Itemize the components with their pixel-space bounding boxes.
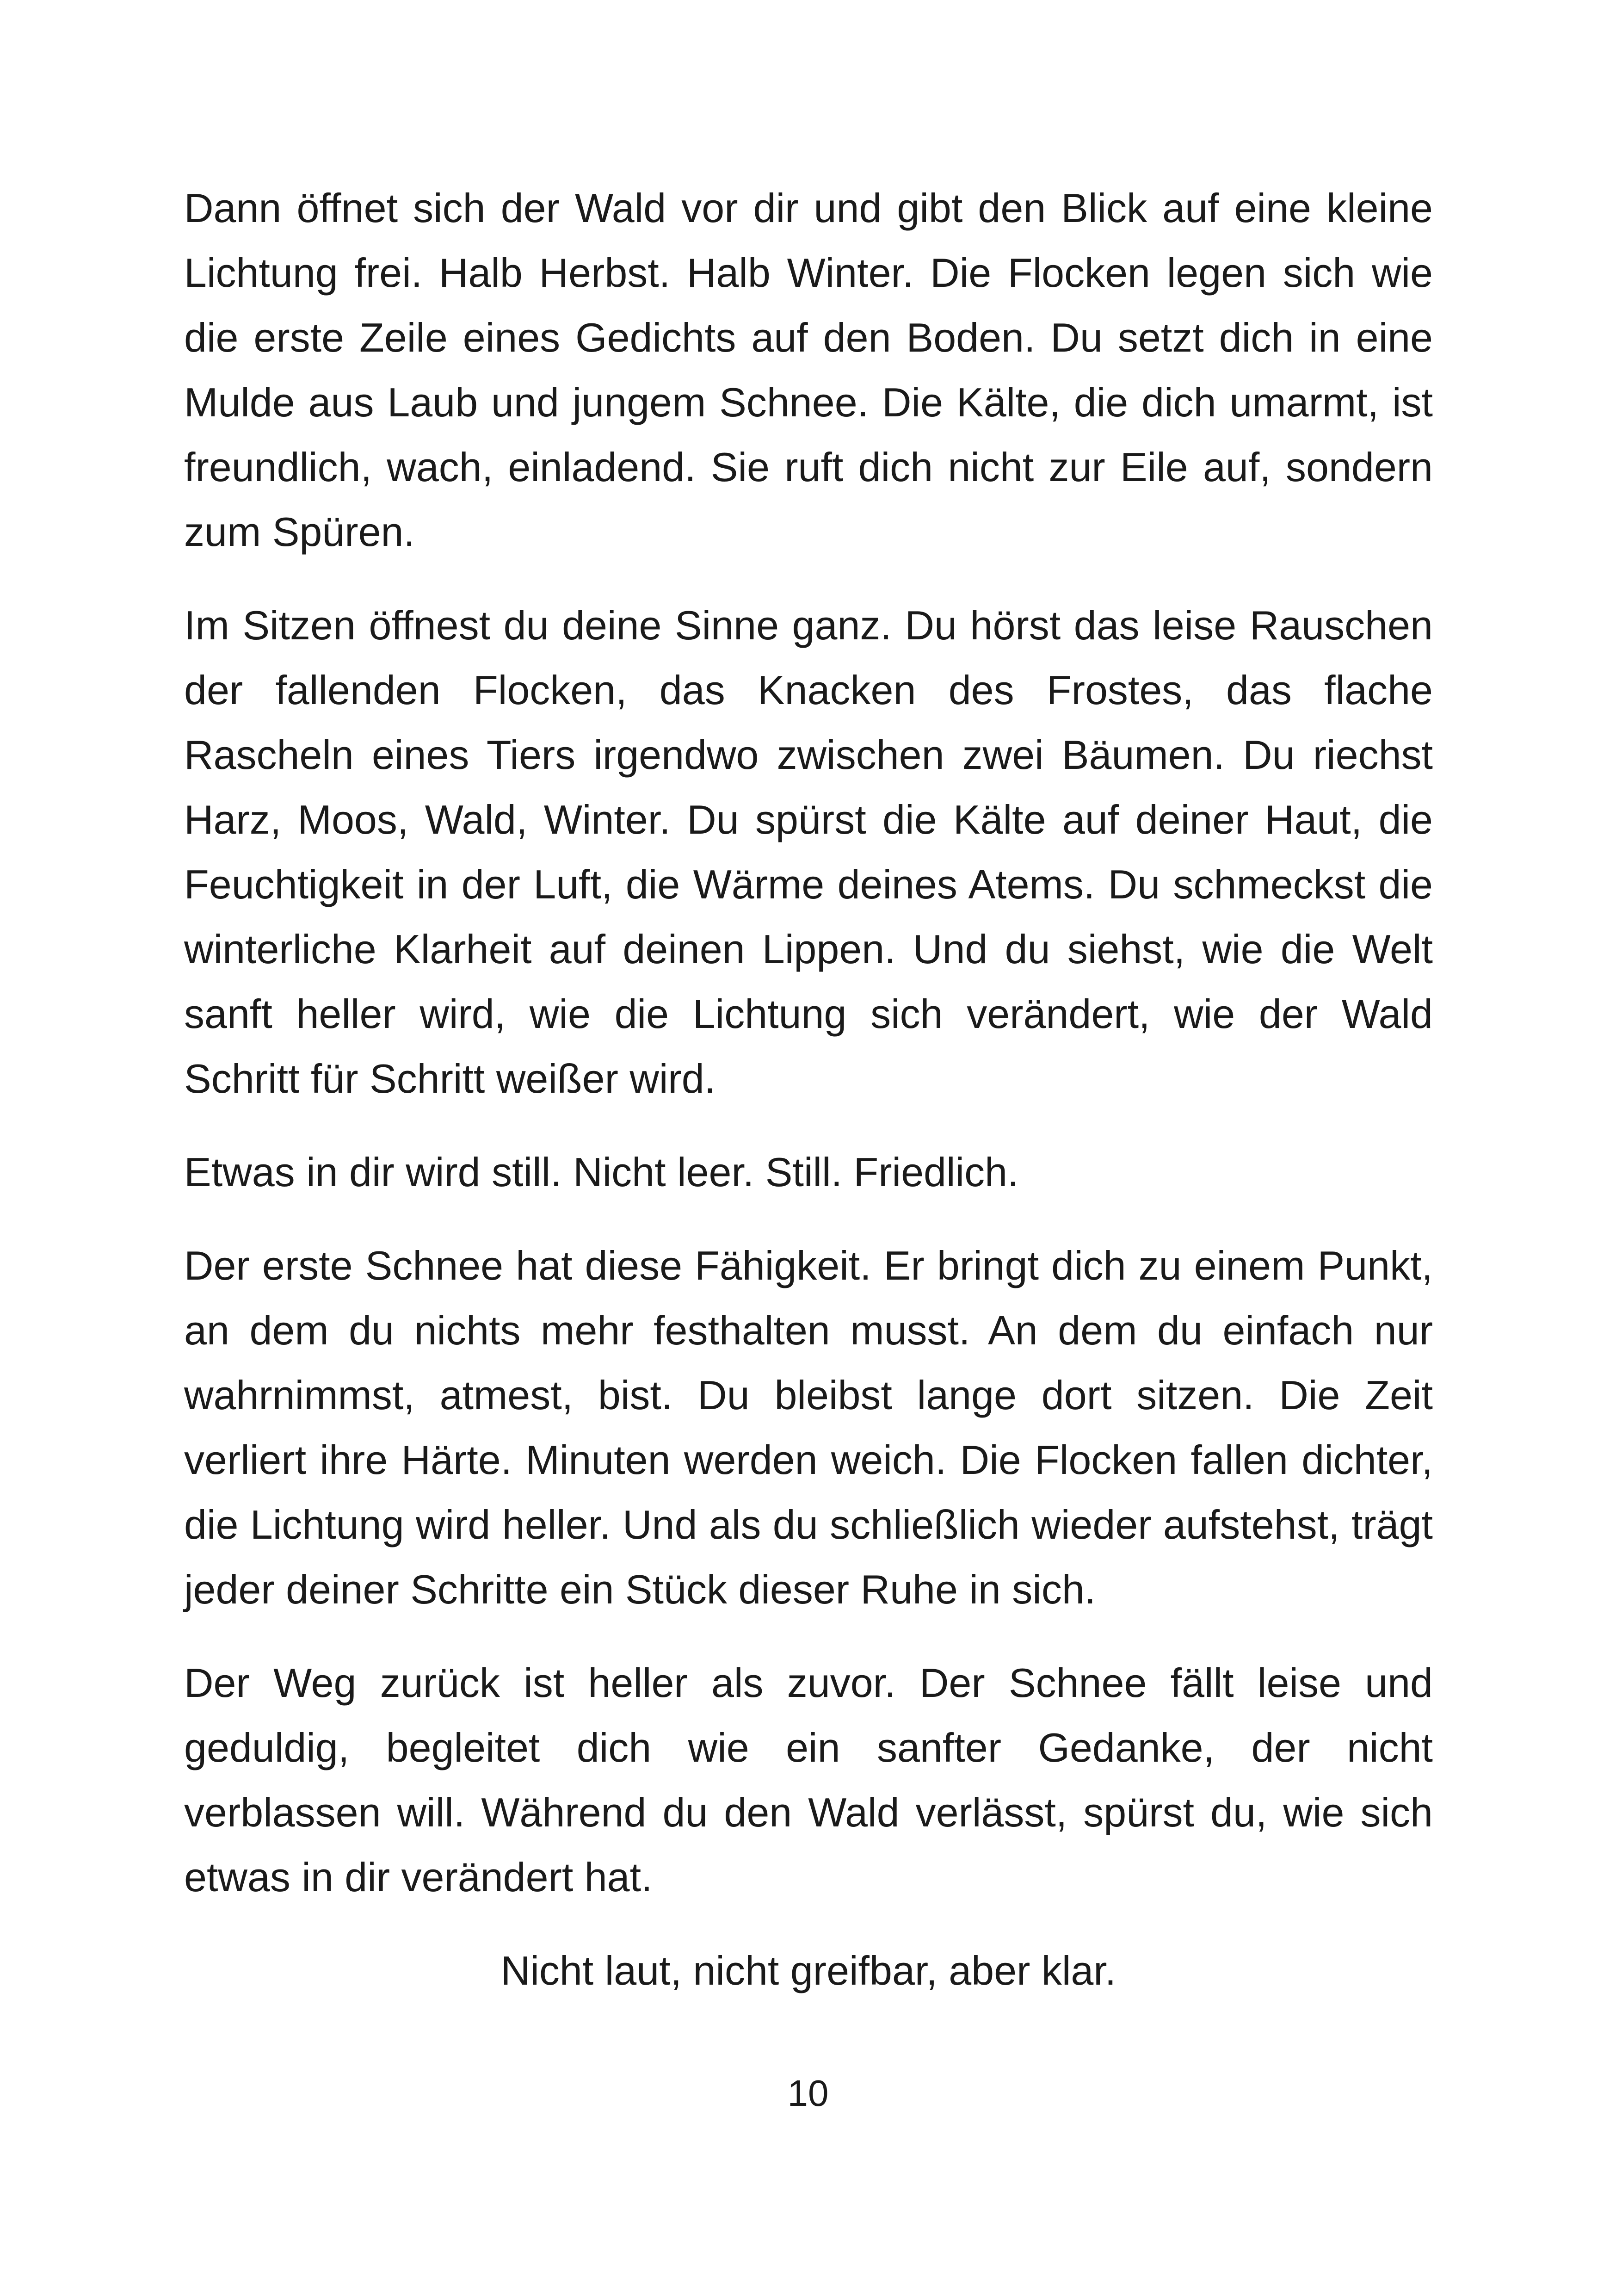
paragraph-3: Etwas in dir wird still. Nicht leer. Still. Friedlich. (184, 1149, 1019, 1195)
page-number: 10 (787, 2073, 829, 2114)
page-body (184, 176, 1433, 2032)
paragraph-4: Der erste Schnee hat diese Fähigkeit. Er bringt dich zu einem Punkt, an dem du nichts mehr festhalten musst. An dem du einfach nur wahrnimmst, atmest, bist. Du bleibst lange dort sitzen. Die Zeit verliert ihre Härte. Minuten werden weich. Die Flocken fallen dichter, die Lichtung wird heller. Und als du schließlich wieder aufstehst, trägt jeder deiner Schritte ein Stück dieser Ruhe in sich. (184, 1243, 1433, 1612)
paragraph-2: Im Sitzen öffnest du deine Sinne ganz. Du hörst das leise Rauschen der fallenden Flocken, das Knacken des Frostes, das flache Rascheln eines Tiers irgendwo zwischen zwei Bäumen. Du riechst Harz, Moos, Wald, Winter. Du spürst die Kälte auf deiner Haut, die Feuchtigkeit in der Luft, die Wärme deines Atems. Du schmeckst die winterliche Klarheit auf deinen Lippen. Und du siehst, wie die Welt sanft heller wird, wie die Lichtung sich verändert, wie der Wald Schritt für Schritt weißer wird. (184, 602, 1433, 1102)
closing-line: Nicht laut, nicht greifbar, aber klar. (500, 1948, 1116, 1993)
paragraph-5: Der Weg zurück ist heller als zuvor. Der Schnee fällt leise und geduldig, begleitet dich wie ein sanfter Gedanke, der nicht verblassen will. Während du den Wald verlässt, spürst du, wie sich etwas in dir verändert hat. (184, 1660, 1433, 1900)
paragraph-1: Dann öffnet sich der Wald vor dir und gibt den Blick auf eine kleine Lichtung frei. Halb Herbst. Halb Winter. Die Flocken legen sich wie die erste Zeile eines Gedichts auf den Boden. Du setzt dich in eine Mulde aus Laub und jungem Schnee. Die Kälte, die dich umarmt, ist freundlich, wach, einladend. Sie ruft dich nicht zur Eile auf, sondern zum Spüren. (184, 185, 1433, 555)
